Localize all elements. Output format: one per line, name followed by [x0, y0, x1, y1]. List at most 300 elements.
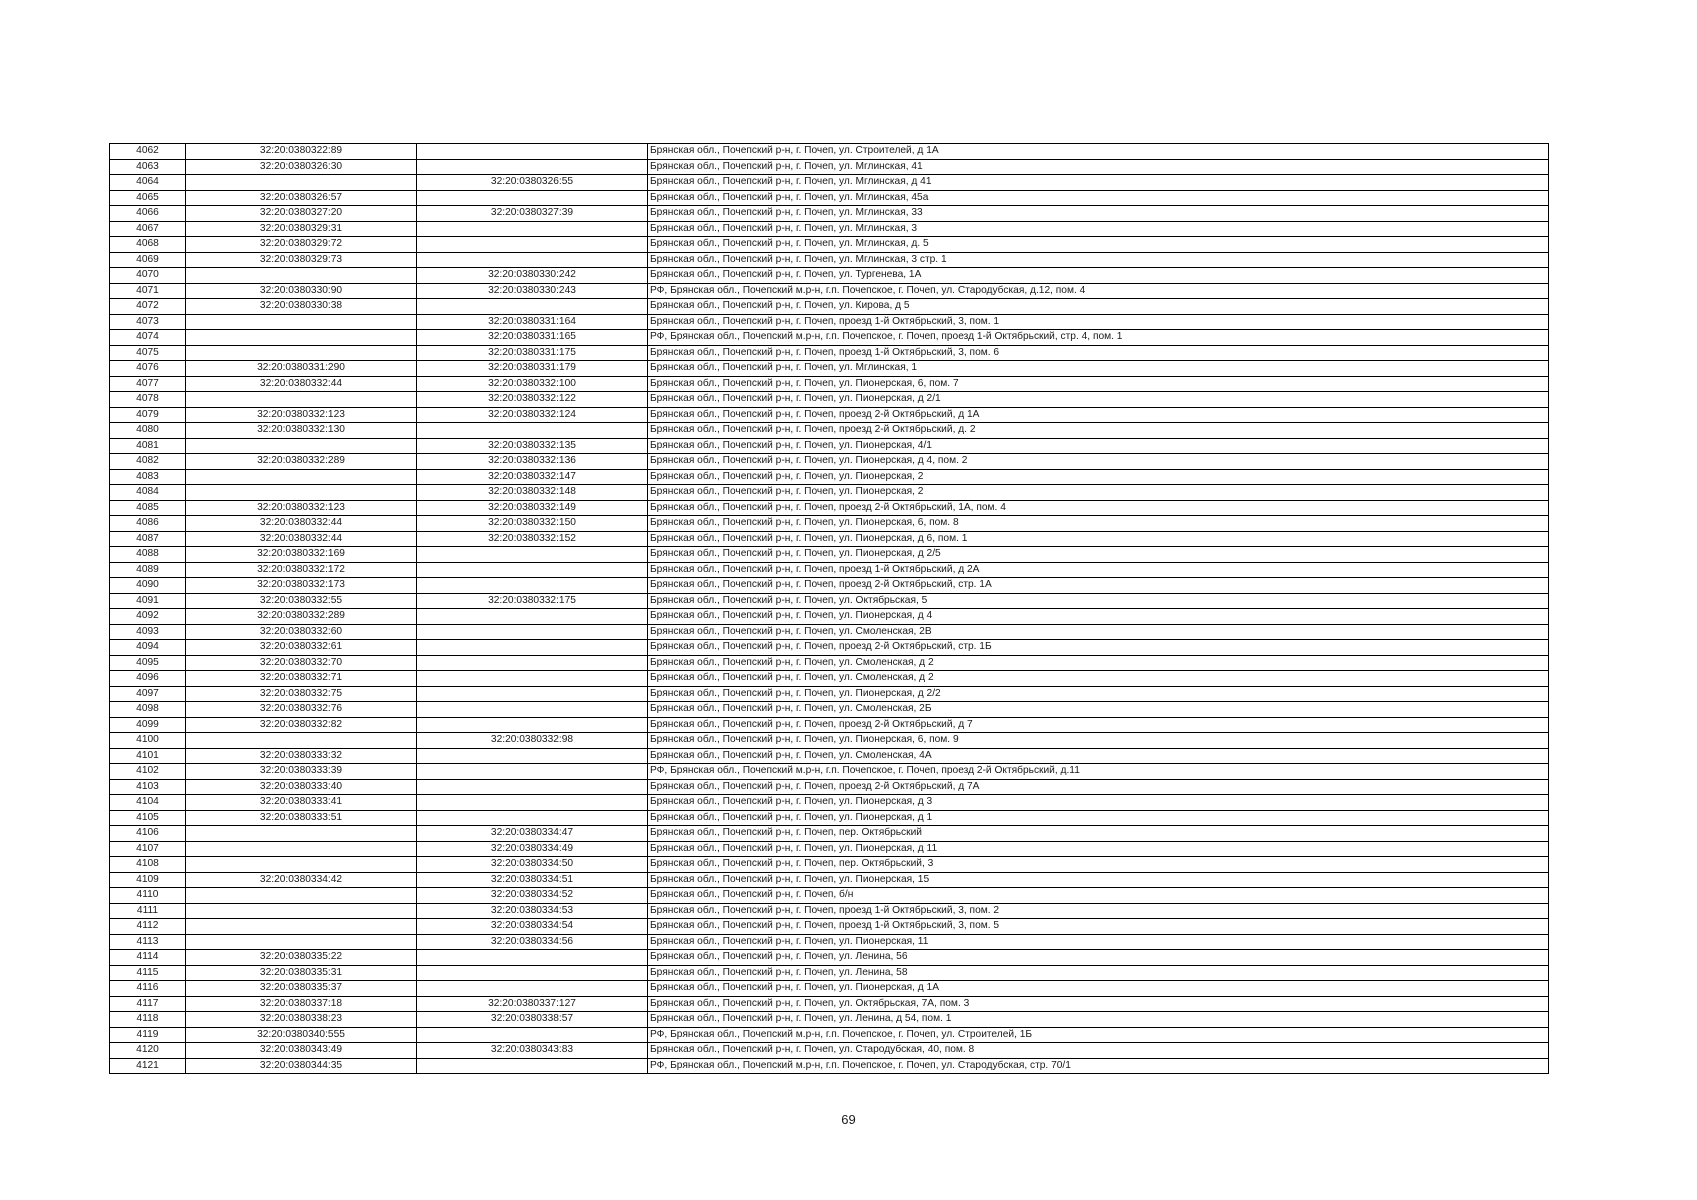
cadastral-number-cell: 32:20:0380330:38 [186, 299, 417, 315]
linked-cadastral-number-cell: 32:20:0380332:148 [417, 485, 648, 501]
row-number-cell: 4080 [110, 423, 186, 439]
table-row [110, 221, 1549, 237]
address-cell: Брянская обл., Почепский р-н, г. Почеп, ул. Мглинская, 41 [648, 159, 1549, 175]
linked-cadastral-number-cell: 32:20:0380334:50 [417, 857, 648, 873]
table-row [110, 1058, 1549, 1074]
page-number: 69 [841, 1112, 856, 1127]
cadastral-number-cell: 32:20:0380332:173 [186, 578, 417, 594]
address-cell: РФ, Брянская обл., Почепский м.р-н, г.п. Почепское, г. Почеп, проезд 1-й Октябрьский, стр. 4, пом. 1 [648, 330, 1549, 346]
linked-cadastral-number-cell [417, 717, 648, 733]
table-row [110, 1012, 1549, 1028]
address-cell: Брянская обл., Почепский р-н, г. Почеп, ул. Октябрьская, 7А, пом. 3 [648, 996, 1549, 1012]
row-number-cell: 4107 [110, 841, 186, 857]
cadastral-number-cell: 32:20:0380335:31 [186, 965, 417, 981]
address-cell: Брянская обл., Почепский р-н, г. Почеп, ул. Мглинская, д 41 [648, 175, 1549, 191]
table-row [110, 779, 1549, 795]
linked-cadastral-number-cell: 32:20:0380332:152 [417, 531, 648, 547]
address-cell: Брянская обл., Почепский р-н, г. Почеп, ул. Смоленская, 2В [648, 624, 1549, 640]
address-cell: Брянская обл., Почепский р-н, г. Почеп, ул. Пионерская, 6, пом. 7 [648, 376, 1549, 392]
address-cell: Брянская обл., Почепский р-н, г. Почеп, пер. Октябрьский, 3 [648, 857, 1549, 873]
row-number-cell: 4083 [110, 469, 186, 485]
cadastral-number-cell [186, 857, 417, 873]
row-number-cell: 4064 [110, 175, 186, 191]
table-row [110, 764, 1549, 780]
address-cell: Брянская обл., Почепский р-н, г. Почеп, проезд 2-й Октябрьский, д. 2 [648, 423, 1549, 439]
table-row [110, 981, 1549, 997]
cadastral-number-cell: 32:20:0380332:70 [186, 655, 417, 671]
address-cell: Брянская обл., Почепский р-н, г. Почеп, ул. Пионерская, д 1 [648, 810, 1549, 826]
table-row [110, 733, 1549, 749]
cadastral-number-cell [186, 485, 417, 501]
cadastral-number-cell [186, 888, 417, 904]
address-cell: Брянская обл., Почепский р-н, г. Почеп, ул. Мглинская, 33 [648, 206, 1549, 222]
linked-cadastral-number-cell [417, 423, 648, 439]
table-row [110, 609, 1549, 625]
linked-cadastral-number-cell [417, 655, 648, 671]
cadastral-number-cell [186, 268, 417, 284]
cadastral-number-cell [186, 438, 417, 454]
cadastral-number-cell [186, 392, 417, 408]
linked-cadastral-number-cell: 32:20:0380330:242 [417, 268, 648, 284]
address-cell: Брянская обл., Почепский р-н, г. Почеп, ул. Смоленская, д 2 [648, 671, 1549, 687]
address-cell: Брянская обл., Почепский р-н, г. Почеп, проезд 1-й Октябрьский, 3, пом. 1 [648, 314, 1549, 330]
row-number-cell: 4068 [110, 237, 186, 253]
table-row [110, 531, 1549, 547]
table-row [110, 717, 1549, 733]
cadastral-number-cell [186, 733, 417, 749]
address-cell: Брянская обл., Почепский р-н, г. Почеп, ул. Пионерская, д 11 [648, 841, 1549, 857]
cadastral-number-cell: 32:20:0380334:42 [186, 872, 417, 888]
cadastral-number-cell [186, 841, 417, 857]
address-cell: Брянская обл., Почепский р-н, г. Почеп, б/н [648, 888, 1549, 904]
address-cell: РФ, Брянская обл., Почепский м.р-н, г.п. Почепское, г. Почеп, проезд 2-й Октябрьский, д.11 [648, 764, 1549, 780]
table-row [110, 314, 1549, 330]
property-table [109, 143, 1549, 1074]
table-row [110, 516, 1549, 532]
table-row [110, 903, 1549, 919]
row-number-cell: 4096 [110, 671, 186, 687]
address-cell: Брянская обл., Почепский р-н, г. Почеп, ул. Пионерская, 11 [648, 934, 1549, 950]
address-cell: Брянская обл., Почепский р-н, г. Почеп, проезд 2-й Октябрьский, стр. 1А [648, 578, 1549, 594]
address-cell: Брянская обл., Почепский р-н, г. Почеп, ул. Пионерская, д 3 [648, 795, 1549, 811]
linked-cadastral-number-cell: 32:20:0380332:150 [417, 516, 648, 532]
address-cell: Брянская обл., Почепский р-н, г. Почеп, ул. Пионерская, 6, пом. 9 [648, 733, 1549, 749]
row-number-cell: 4101 [110, 748, 186, 764]
address-cell: Брянская обл., Почепский р-н, г. Почеп, ул. Мглинская, 3 [648, 221, 1549, 237]
linked-cadastral-number-cell [417, 640, 648, 656]
linked-cadastral-number-cell: 32:20:0380343:83 [417, 1043, 648, 1059]
linked-cadastral-number-cell [417, 764, 648, 780]
row-number-cell: 4066 [110, 206, 186, 222]
linked-cadastral-number-cell [417, 578, 648, 594]
row-number-cell: 4095 [110, 655, 186, 671]
cadastral-number-cell: 32:20:0380327:20 [186, 206, 417, 222]
table-row [110, 748, 1549, 764]
address-cell: Брянская обл., Почепский р-н, г. Почеп, ул. Строителей, д 1А [648, 144, 1549, 160]
table-row [110, 159, 1549, 175]
row-number-cell: 4106 [110, 826, 186, 842]
table-row [110, 996, 1549, 1012]
address-cell: Брянская обл., Почепский р-н, г. Почеп, ул. Пионерская, 4/1 [648, 438, 1549, 454]
row-number-cell: 4072 [110, 299, 186, 315]
cadastral-number-cell: 32:20:0380332:289 [186, 454, 417, 470]
row-number-cell: 4103 [110, 779, 186, 795]
cadastral-number-cell: 32:20:0380329:72 [186, 237, 417, 253]
row-number-cell: 4099 [110, 717, 186, 733]
table-row [110, 144, 1549, 160]
address-cell: Брянская обл., Почепский р-н, г. Почеп, ул. Пионерская, д 4 [648, 609, 1549, 625]
row-number-cell: 4114 [110, 950, 186, 966]
row-number-cell: 4063 [110, 159, 186, 175]
table-row [110, 810, 1549, 826]
row-number-cell: 4097 [110, 686, 186, 702]
linked-cadastral-number-cell [417, 748, 648, 764]
linked-cadastral-number-cell: 32:20:0380334:56 [417, 934, 648, 950]
address-cell: Брянская обл., Почепский р-н, г. Почеп, ул. Пионерская, д 6, пом. 1 [648, 531, 1549, 547]
row-number-cell: 4117 [110, 996, 186, 1012]
row-number-cell: 4084 [110, 485, 186, 501]
address-cell: Брянская обл., Почепский р-н, г. Почеп, ул. Ленина, д 54, пом. 1 [648, 1012, 1549, 1028]
row-number-cell: 4102 [110, 764, 186, 780]
linked-cadastral-number-cell [417, 159, 648, 175]
row-number-cell: 4112 [110, 919, 186, 935]
table-row [110, 500, 1549, 516]
address-cell: Брянская обл., Почепский р-н, г. Почеп, ул. Мглинская, 45а [648, 190, 1549, 206]
table-row [110, 624, 1549, 640]
table-row [110, 407, 1549, 423]
address-cell: Брянская обл., Почепский р-н, г. Почеп, ул. Пионерская, д 4, пом. 2 [648, 454, 1549, 470]
address-cell: Брянская обл., Почепский р-н, г. Почеп, ул. Мглинская, д. 5 [648, 237, 1549, 253]
address-cell: Брянская обл., Почепский р-н, г. Почеп, ул. Пионерская, д 2/5 [648, 547, 1549, 563]
cadastral-number-cell: 32:20:0380332:130 [186, 423, 417, 439]
cadastral-number-cell: 32:20:0380331:290 [186, 361, 417, 377]
row-number-cell: 4110 [110, 888, 186, 904]
address-cell: Брянская обл., Почепский р-н, г. Почеп, ул. Смоленская, 2Б [648, 702, 1549, 718]
cadastral-number-cell: 32:20:0380326:30 [186, 159, 417, 175]
cadastral-number-cell: 32:20:0380329:73 [186, 252, 417, 268]
table-row [110, 857, 1549, 873]
table-row [110, 671, 1549, 687]
cadastral-number-cell: 32:20:0380332:123 [186, 407, 417, 423]
address-cell: Брянская обл., Почепский р-н, г. Почеп, ул. Ленина, 58 [648, 965, 1549, 981]
table-body [110, 144, 1549, 1074]
cadastral-number-cell [186, 314, 417, 330]
cadastral-number-cell: 32:20:0380340:555 [186, 1027, 417, 1043]
table-row [110, 888, 1549, 904]
row-number-cell: 4081 [110, 438, 186, 454]
row-number-cell: 4111 [110, 903, 186, 919]
address-cell: Брянская обл., Почепский р-н, г. Почеп, проезд 1-й Октябрьский, 3, пом. 6 [648, 345, 1549, 361]
cadastral-number-cell: 32:20:0380332:60 [186, 624, 417, 640]
linked-cadastral-number-cell: 32:20:0380334:54 [417, 919, 648, 935]
cadastral-number-cell: 32:20:0380333:32 [186, 748, 417, 764]
linked-cadastral-number-cell [417, 950, 648, 966]
table-row [110, 1027, 1549, 1043]
cadastral-number-cell: 32:20:0380344:35 [186, 1058, 417, 1074]
linked-cadastral-number-cell [417, 547, 648, 563]
cadastral-number-cell [186, 934, 417, 950]
linked-cadastral-number-cell: 32:20:0380332:175 [417, 593, 648, 609]
cadastral-number-cell: 32:20:0380335:22 [186, 950, 417, 966]
cadastral-number-cell: 32:20:0380333:41 [186, 795, 417, 811]
linked-cadastral-number-cell: 32:20:0380332:100 [417, 376, 648, 392]
row-number-cell: 4074 [110, 330, 186, 346]
cadastral-number-cell [186, 903, 417, 919]
cadastral-number-cell: 32:20:0380332:82 [186, 717, 417, 733]
cadastral-number-cell: 32:20:0380337:18 [186, 996, 417, 1012]
row-number-cell: 4091 [110, 593, 186, 609]
table-row [110, 345, 1549, 361]
address-cell: Брянская обл., Почепский р-н, г. Почеп, ул. Кирова, д 5 [648, 299, 1549, 315]
linked-cadastral-number-cell: 32:20:0380331:164 [417, 314, 648, 330]
address-cell: Брянская обл., Почепский р-н, г. Почеп, ул. Пионерская, д 2/1 [648, 392, 1549, 408]
table-row [110, 686, 1549, 702]
linked-cadastral-number-cell [417, 981, 648, 997]
table-row [110, 330, 1549, 346]
linked-cadastral-number-cell: 32:20:0380337:127 [417, 996, 648, 1012]
linked-cadastral-number-cell [417, 609, 648, 625]
linked-cadastral-number-cell [417, 795, 648, 811]
row-number-cell: 4092 [110, 609, 186, 625]
linked-cadastral-number-cell: 32:20:0380331:179 [417, 361, 648, 377]
cadastral-number-cell: 32:20:0380332:44 [186, 516, 417, 532]
table-row [110, 562, 1549, 578]
linked-cadastral-number-cell: 32:20:0380332:147 [417, 469, 648, 485]
table-row [110, 469, 1549, 485]
linked-cadastral-number-cell: 32:20:0380332:124 [417, 407, 648, 423]
linked-cadastral-number-cell [417, 779, 648, 795]
cadastral-number-cell [186, 826, 417, 842]
row-number-cell: 4093 [110, 624, 186, 640]
cadastral-number-cell: 32:20:0380343:49 [186, 1043, 417, 1059]
address-cell: Брянская обл., Почепский р-н, г. Почеп, ул. Смоленская, 4А [648, 748, 1549, 764]
row-number-cell: 4086 [110, 516, 186, 532]
table-row [110, 826, 1549, 842]
cadastral-number-cell [186, 175, 417, 191]
cadastral-number-cell: 32:20:0380333:51 [186, 810, 417, 826]
row-number-cell: 4115 [110, 965, 186, 981]
row-number-cell: 4116 [110, 981, 186, 997]
row-number-cell: 4073 [110, 314, 186, 330]
address-cell: Брянская обл., Почепский р-н, г. Почеп, ул. Пионерская, 2 [648, 485, 1549, 501]
table-row [110, 965, 1549, 981]
linked-cadastral-number-cell: 32:20:0380334:47 [417, 826, 648, 842]
address-cell: Брянская обл., Почепский р-н, г. Почеп, ул. Пионерская, 6, пом. 8 [648, 516, 1549, 532]
table-row [110, 547, 1549, 563]
table-row [110, 919, 1549, 935]
row-number-cell: 4079 [110, 407, 186, 423]
row-number-cell: 4119 [110, 1027, 186, 1043]
row-number-cell: 4108 [110, 857, 186, 873]
address-cell: РФ, Брянская обл., Почепский м.р-н, г.п. Почепское, г. Почеп, ул. Строителей, 1Б [648, 1027, 1549, 1043]
table-row [110, 252, 1549, 268]
linked-cadastral-number-cell: 32:20:0380332:135 [417, 438, 648, 454]
table-row [110, 655, 1549, 671]
linked-cadastral-number-cell [417, 624, 648, 640]
address-cell: Брянская обл., Почепский р-н, г. Почеп, проезд 2-й Октябрьский, 1А, пом. 4 [648, 500, 1549, 516]
linked-cadastral-number-cell: 32:20:0380332:149 [417, 500, 648, 516]
linked-cadastral-number-cell [417, 299, 648, 315]
address-cell: РФ, Брянская обл., Почепский м.р-н, г.п. Почепское, г. Почеп, ул. Стародубская, стр. 70/1 [648, 1058, 1549, 1074]
linked-cadastral-number-cell [417, 237, 648, 253]
table-row [110, 423, 1549, 439]
table-row [110, 268, 1549, 284]
table-row [110, 934, 1549, 950]
row-number-cell: 4088 [110, 547, 186, 563]
table-row [110, 702, 1549, 718]
address-cell: Брянская обл., Почепский р-н, г. Почеп, ул. Пионерская, д 1А [648, 981, 1549, 997]
table-row [110, 376, 1549, 392]
row-number-cell: 4118 [110, 1012, 186, 1028]
linked-cadastral-number-cell [417, 190, 648, 206]
address-cell: Брянская обл., Почепский р-н, г. Почеп, ул. Тургенева, 1А [648, 268, 1549, 284]
table-row [110, 578, 1549, 594]
cadastral-number-cell [186, 345, 417, 361]
row-number-cell: 4090 [110, 578, 186, 594]
linked-cadastral-number-cell: 32:20:0380332:136 [417, 454, 648, 470]
row-number-cell: 4082 [110, 454, 186, 470]
table-row [110, 283, 1549, 299]
cadastral-number-cell: 32:20:0380332:123 [186, 500, 417, 516]
row-number-cell: 4120 [110, 1043, 186, 1059]
row-number-cell: 4078 [110, 392, 186, 408]
row-number-cell: 4109 [110, 872, 186, 888]
table-row [110, 454, 1549, 470]
table-row [110, 950, 1549, 966]
address-cell: Брянская обл., Почепский р-н, г. Почеп, ул. Пионерская, 2 [648, 469, 1549, 485]
cadastral-number-cell: 32:20:0380326:57 [186, 190, 417, 206]
address-cell: Брянская обл., Почепский р-н, г. Почеп, ул. Пионерская, 15 [648, 872, 1549, 888]
linked-cadastral-number-cell: 32:20:0380338:57 [417, 1012, 648, 1028]
cadastral-number-cell [186, 330, 417, 346]
linked-cadastral-number-cell [417, 252, 648, 268]
table-row [110, 175, 1549, 191]
row-number-cell: 4105 [110, 810, 186, 826]
row-number-cell: 4104 [110, 795, 186, 811]
address-cell: Брянская обл., Почепский р-н, г. Почеп, ул. Пионерская, д 2/2 [648, 686, 1549, 702]
table-row [110, 190, 1549, 206]
address-cell: Брянская обл., Почепский р-н, г. Почеп, ул. Мглинская, 3 стр. 1 [648, 252, 1549, 268]
linked-cadastral-number-cell: 32:20:0380332:98 [417, 733, 648, 749]
address-cell: Брянская обл., Почепский р-н, г. Почеп, проезд 2-й Октябрьский, стр. 1Б [648, 640, 1549, 656]
cadastral-number-cell: 32:20:0380332:75 [186, 686, 417, 702]
linked-cadastral-number-cell [417, 144, 648, 160]
row-number-cell: 4113 [110, 934, 186, 950]
address-cell: Брянская обл., Почепский р-н, г. Почеп, пер. Октябрьский [648, 826, 1549, 842]
row-number-cell: 4067 [110, 221, 186, 237]
address-cell: Брянская обл., Почепский р-н, г. Почеп, проезд 2-й Октябрьский, д 7А [648, 779, 1549, 795]
row-number-cell: 4087 [110, 531, 186, 547]
linked-cadastral-number-cell [417, 702, 648, 718]
linked-cadastral-number-cell [417, 671, 648, 687]
cadastral-number-cell: 32:20:0380332:71 [186, 671, 417, 687]
table-row [110, 299, 1549, 315]
table-row [110, 361, 1549, 377]
address-cell: Брянская обл., Почепский р-н, г. Почеп, ул. Октябрьская, 5 [648, 593, 1549, 609]
cadastral-number-cell [186, 469, 417, 485]
table-row [110, 206, 1549, 222]
linked-cadastral-number-cell [417, 686, 648, 702]
table-row [110, 1043, 1549, 1059]
address-cell: Брянская обл., Почепский р-н, г. Почеп, проезд 1-й Октябрьский, 3, пом. 5 [648, 919, 1549, 935]
row-number-cell: 4069 [110, 252, 186, 268]
linked-cadastral-number-cell: 32:20:0380330:243 [417, 283, 648, 299]
cadastral-number-cell [186, 919, 417, 935]
linked-cadastral-number-cell [417, 562, 648, 578]
linked-cadastral-number-cell: 32:20:0380331:165 [417, 330, 648, 346]
address-cell: Брянская обл., Почепский р-н, г. Почеп, ул. Мглинская, 1 [648, 361, 1549, 377]
row-number-cell: 4121 [110, 1058, 186, 1074]
row-number-cell: 4062 [110, 144, 186, 160]
cadastral-number-cell: 32:20:0380335:37 [186, 981, 417, 997]
row-number-cell: 4098 [110, 702, 186, 718]
cadastral-number-cell: 32:20:0380332:289 [186, 609, 417, 625]
cadastral-number-cell: 32:20:0380338:23 [186, 1012, 417, 1028]
cadastral-number-cell: 32:20:0380329:31 [186, 221, 417, 237]
cadastral-number-cell: 32:20:0380332:61 [186, 640, 417, 656]
row-number-cell: 4071 [110, 283, 186, 299]
address-cell: Брянская обл., Почепский р-н, г. Почеп, ул. Смоленская, д 2 [648, 655, 1549, 671]
table-row [110, 485, 1549, 501]
row-number-cell: 4070 [110, 268, 186, 284]
linked-cadastral-number-cell: 32:20:0380326:55 [417, 175, 648, 191]
row-number-cell: 4076 [110, 361, 186, 377]
linked-cadastral-number-cell: 32:20:0380334:49 [417, 841, 648, 857]
cadastral-number-cell: 32:20:0380332:55 [186, 593, 417, 609]
address-cell: Брянская обл., Почепский р-н, г. Почеп, проезд 1-й Октябрьский, д 2А [648, 562, 1549, 578]
row-number-cell: 4094 [110, 640, 186, 656]
address-cell: РФ, Брянская обл., Почепский м.р-н, г.п. Почепское, г. Почеп, ул. Стародубская, д.12, пом. 4 [648, 283, 1549, 299]
table-row [110, 872, 1549, 888]
address-cell: Брянская обл., Почепский р-н, г. Почеп, ул. Стародубская, 40, пом. 8 [648, 1043, 1549, 1059]
cadastral-number-cell: 32:20:0380322:89 [186, 144, 417, 160]
linked-cadastral-number-cell: 32:20:0380331:175 [417, 345, 648, 361]
cadastral-number-cell: 32:20:0380333:40 [186, 779, 417, 795]
row-number-cell: 4077 [110, 376, 186, 392]
address-cell: Брянская обл., Почепский р-н, г. Почеп, проезд 2-й Октябрьский, д 1А [648, 407, 1549, 423]
address-cell: Брянская обл., Почепский р-н, г. Почеп, проезд 1-й Октябрьский, 3, пом. 2 [648, 903, 1549, 919]
linked-cadastral-number-cell [417, 221, 648, 237]
linked-cadastral-number-cell [417, 1058, 648, 1074]
table-row [110, 392, 1549, 408]
linked-cadastral-number-cell [417, 810, 648, 826]
cadastral-number-cell: 32:20:0380332:172 [186, 562, 417, 578]
linked-cadastral-number-cell: 32:20:0380334:51 [417, 872, 648, 888]
row-number-cell: 4089 [110, 562, 186, 578]
table-row [110, 640, 1549, 656]
row-number-cell: 4075 [110, 345, 186, 361]
cadastral-number-cell: 32:20:0380330:90 [186, 283, 417, 299]
address-cell: Брянская обл., Почепский р-н, г. Почеп, проезд 2-й Октябрьский, д 7 [648, 717, 1549, 733]
linked-cadastral-number-cell: 32:20:0380327:39 [417, 206, 648, 222]
cadastral-number-cell: 32:20:0380332:44 [186, 376, 417, 392]
linked-cadastral-number-cell: 32:20:0380334:52 [417, 888, 648, 904]
linked-cadastral-number-cell [417, 1027, 648, 1043]
table-row [110, 841, 1549, 857]
cadastral-number-cell: 32:20:0380333:39 [186, 764, 417, 780]
table-row [110, 438, 1549, 454]
row-number-cell: 4100 [110, 733, 186, 749]
cadastral-number-cell: 32:20:0380332:44 [186, 531, 417, 547]
cadastral-number-cell: 32:20:0380332:76 [186, 702, 417, 718]
address-cell: Брянская обл., Почепский р-н, г. Почеп, ул. Ленина, 56 [648, 950, 1549, 966]
linked-cadastral-number-cell [417, 965, 648, 981]
table-row [110, 593, 1549, 609]
linked-cadastral-number-cell: 32:20:0380334:53 [417, 903, 648, 919]
cadastral-number-cell: 32:20:0380332:169 [186, 547, 417, 563]
row-number-cell: 4085 [110, 500, 186, 516]
table-row [110, 237, 1549, 253]
